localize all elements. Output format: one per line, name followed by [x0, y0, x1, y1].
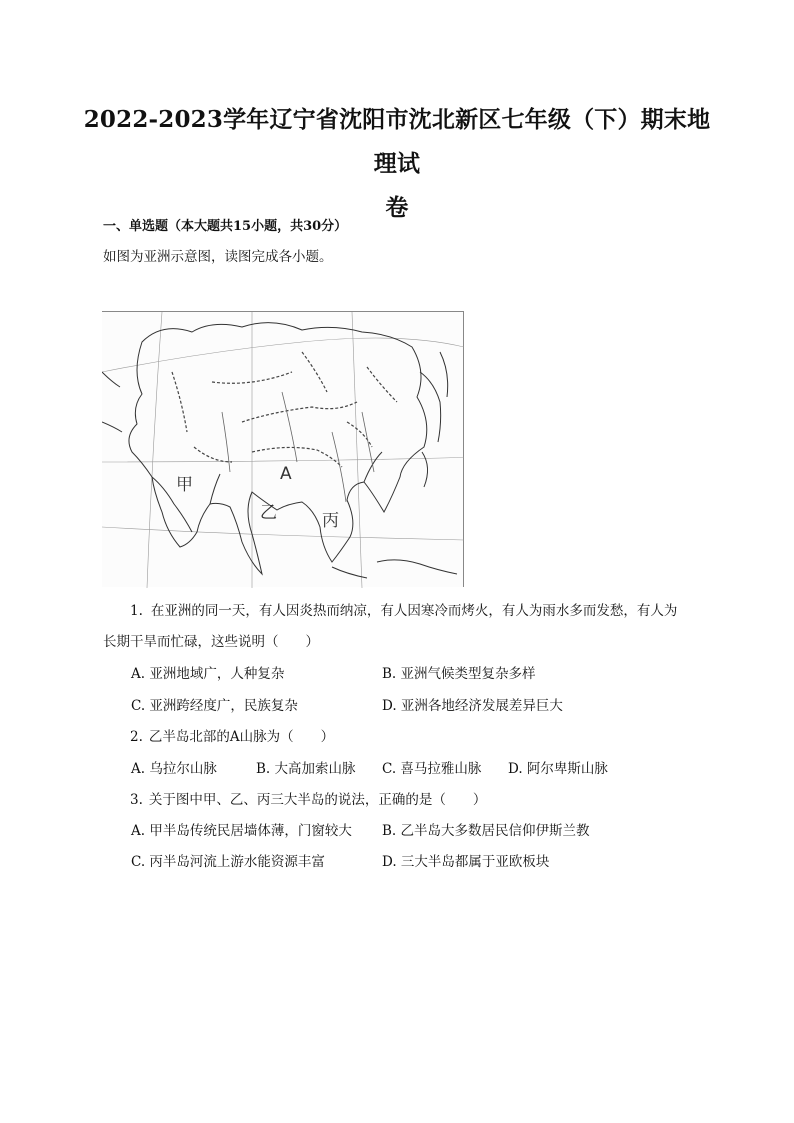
question-2-option-c[interactable]: C. 喜马拉雅山脉 — [382, 761, 482, 777]
question-1-option-d[interactable]: D. 亚洲各地经济发展差异巨大 — [382, 698, 563, 714]
intro-text: 如图为亚洲示意图，读图完成各小题。 — [103, 249, 333, 265]
question-3-stem: 3. 关于图中甲、乙、丙三大半岛的说法，正确的是（ ） — [130, 792, 487, 808]
question-1-number: 1. — [130, 603, 143, 619]
question-2-option-a[interactable]: A. 乌拉尔山脉 — [131, 761, 217, 777]
map-label-jia: 甲 — [176, 475, 193, 495]
section-heading: 一、单选题（本大题共15小题，共30分） — [103, 219, 348, 234]
question-1-option-a[interactable]: A. 亚洲地域广，人种复杂 — [131, 666, 285, 682]
question-1-option-c[interactable]: C. 亚洲跨经度广，民族复杂 — [131, 698, 298, 714]
question-3-option-c[interactable]: C. 丙半岛河流上游水能资源丰富 — [131, 854, 325, 870]
title-line-2: 卷 — [385, 194, 409, 221]
question-3-number: 3. — [130, 792, 143, 808]
question-2-number: 2. — [130, 729, 143, 745]
question-2-option-d[interactable]: D. 阿尔卑斯山脉 — [508, 761, 608, 777]
map-label-a: A — [280, 464, 292, 484]
asia-map-drawing — [102, 312, 464, 588]
map-label-yi: 乙 — [260, 503, 277, 523]
question-1-stem-line2: 长期干旱而忙碌，这些说明（ ） — [103, 634, 319, 650]
question-1-stem-line1: 1. 在亚洲的同一天，有人因炎热而纳凉，有人因寒冷而烤火，有人为雨水多而发愁，有人为 — [130, 603, 678, 619]
asia-map — [102, 311, 464, 587]
exam-title — [80, 98, 714, 230]
question-2-stem: 2. 乙半岛北部的A山脉为（ ） — [130, 729, 335, 745]
question-3-option-b[interactable]: B. 乙半岛大多数居民信仰伊斯兰教 — [382, 823, 590, 839]
title-line-1: 2022-2023学年辽宁省沈阳市沈北新区七年级（下）期末地理试 — [83, 106, 711, 177]
question-1-option-b[interactable]: B. 亚洲气候类型复杂多样 — [382, 666, 536, 682]
question-3-option-d[interactable]: D. 三大半岛都属于亚欧板块 — [382, 854, 550, 870]
question-2-option-b[interactable]: B. 大高加索山脉 — [256, 761, 356, 777]
question-3-option-a[interactable]: A. 甲半岛传统民居墙体薄，门窗较大 — [131, 823, 352, 839]
map-label-bing: 丙 — [322, 511, 339, 531]
